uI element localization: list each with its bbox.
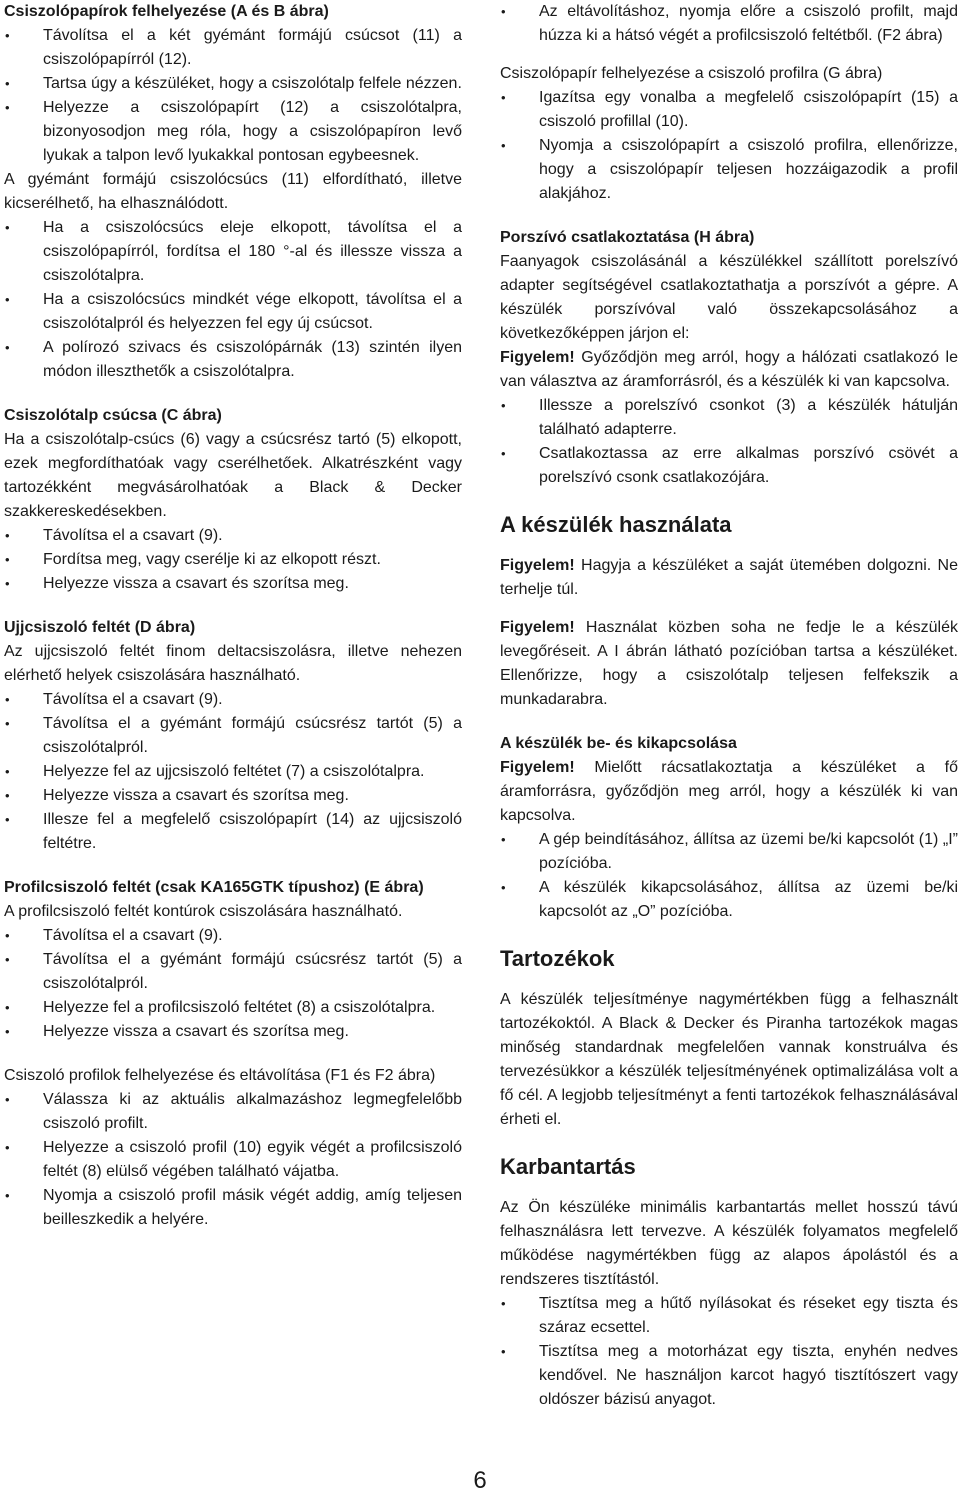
list-item: • Távolítsa el a gyémánt formájú csúcsrész tartót (5) a csiszolótalpról. xyxy=(4,712,462,760)
chapter-heading: A készülék használata xyxy=(500,512,732,537)
right-column xyxy=(500,0,958,1412)
section-heading: Porszívó csatlakoztatása (H ábra) xyxy=(500,229,755,246)
list-item: • Ha a csiszolócsúcs mindkét vége elkopott, távolítsa el a csiszolótalpról és helyezzen fel egy új csúcsot. xyxy=(4,288,462,336)
list-item: • Az eltávolításhoz, nyomja előre a csiszoló profilt, majd húzza ki a hátsó végét a profilcsiszoló feltétből. (F2 ábra) xyxy=(500,0,958,48)
section-heading: Profilcsiszoló feltét (csak KA165GTK típushoz) (E ábra) xyxy=(4,879,424,896)
list-item: • A készülék kikapcsolásához, állítsa az üzemi be/ki kapcsolót az „O” pozícióba. xyxy=(500,876,958,924)
list-item: • Helyezze fel a profilcsiszoló feltétet (8) a csiszolótalpra. xyxy=(4,996,462,1020)
list-item: • A polírozó szivacs és csiszolópárnák (13) szintén ilyen módon illeszthetők a csiszolótalpra. xyxy=(4,336,462,384)
list-item: • Távolítsa el a két gyémánt formájú csúcsot (11) a csiszolópapírról (12). xyxy=(4,24,462,72)
list-item: • Csatlakoztassa az erre alkalmas porszívó csövét a porelszívó csonk csatlakozójára. xyxy=(500,442,958,490)
bullet-list xyxy=(500,0,958,48)
chapter-heading: Karbantartás xyxy=(500,1154,636,1179)
bullet-list xyxy=(500,394,958,490)
paragraph: Csiszolópapír felhelyezése a csiszoló profilra (G ábra) xyxy=(500,65,883,82)
list-item: • Helyezze vissza a csavart és szorítsa meg. xyxy=(4,1020,462,1044)
paragraph: Ha a csiszolótalp-csúcs (6) vagy a csúcsrész tartó (5) elkopott, ezek megfordíthatóak vagy cserélhetőek. Alkatrészként vagy tartozékként megvásárolhatóak a Black & Decker szakkereskedésekben. xyxy=(4,431,462,520)
warning-text: Használat közben soha ne fedje le a készülék levegőréseit. A I ábrán látható pozícióban tartsa a készüléket. Ellenőrizze, hogy a csiszolótalp teljesen felfekszik a munkadarabra. xyxy=(500,619,958,708)
bullet-list xyxy=(500,828,958,924)
list-item: • Távolítsa el a csavart (9). xyxy=(4,524,462,548)
list-item: • Fordítsa meg, vagy cserélje ki az elkopott részt. xyxy=(4,548,462,572)
warning-label: Figyelem! xyxy=(500,619,575,636)
list-item: • Válassza ki az aktuális alkalmazáshoz legmegfelelőbb csiszoló profilt. xyxy=(4,1088,462,1136)
list-item: • Helyezze fel az ujjcsiszoló feltétet (7) a csiszolótalpra. xyxy=(4,760,462,784)
bullet-list xyxy=(4,524,462,596)
list-item: • Helyezze a csiszolópapírt (12) a csiszolótalpra, bizonyosodjon meg róla, hogy a csiszolópapíron levő lyukak a talpon levő lyukakkal pontosan egybeesnek. xyxy=(4,96,462,168)
section-heading: Csiszolótalp csúcsa (C ábra) xyxy=(4,407,222,424)
bullet-list xyxy=(4,924,462,1044)
warning-label: Figyelem! xyxy=(500,759,575,776)
chapter-heading: Tartozékok xyxy=(500,946,615,971)
paragraph xyxy=(500,554,958,602)
list-item: • Illessze a porelszívó csonkot (3) a készülék hátulján található adapterre. xyxy=(500,394,958,442)
paragraph: A készülék teljesítménye nagymértékben függ a felhasznált tartozékoktól. A Black & Decker és Piranha tartozékok magas minőség standardnak megfelelően vannak konstruálva és tervezésükkor a készülék teljesítményének optimalizálása volt a fő cél. A legjobb teljesítményt a fenti tartozékok felhasználásával érheti el. xyxy=(500,991,958,1128)
list-item: • Távolítsa el a csavart (9). xyxy=(4,688,462,712)
list-item: • A gép beindításához, állítsa az üzemi be/ki kapcsolót (1) „I” pozícióba. xyxy=(500,828,958,876)
list-item: • Helyezze vissza a csavart és szorítsa meg. xyxy=(4,572,462,596)
list-item: • Távolítsa el a csavart (9). xyxy=(4,924,462,948)
list-item: • Helyezze vissza a csavart és szorítsa meg. xyxy=(4,784,462,808)
warning-text: Győződjön meg arról, hogy a hálózati csatlakozó le van választva az áramforrásról, és a készülék ki van kapcsolva. xyxy=(500,349,958,390)
page-number: 6 xyxy=(473,1467,487,1494)
bullet-list xyxy=(500,1292,958,1412)
warning-text: Mielőtt rácsatlakoztatja a készüléket a fő áramforrásra, győződjön meg arról, hogy a készülék ki van kapcsolva. xyxy=(500,759,958,824)
list-item: • Tisztítsa meg a hűtő nyílásokat és réseket egy tiszta és száraz ecsettel. xyxy=(500,1292,958,1340)
left-column xyxy=(4,0,462,1232)
paragraph: Az Ön készüléke minimális karbantartás mellet hosszú távú felhasználásra lett tervezve. A készülék folyamatos megfelelő működése nagymértékben függ az alapos ápolástól és a rendszeres tisztítástól. xyxy=(500,1199,958,1288)
section-heading: A készülék be- és kikapcsolása xyxy=(500,735,737,752)
bullet-list xyxy=(4,216,462,384)
list-item: • Tisztítsa meg a motorházat egy tiszta, enyhén nedves kendővel. Ne használjon karcot hagyó tisztítószert vagy oldószer bázisú anyagot. xyxy=(500,1340,958,1412)
section-heading: Ujjcsiszoló feltét (D ábra) xyxy=(4,619,196,636)
paragraph xyxy=(500,756,958,828)
warning-text: Hagyja a készüléket a saját ütemében dolgozni. Ne terhelje túl. xyxy=(500,557,958,598)
bullet-list xyxy=(4,688,462,856)
list-item: • Igazítsa egy vonalba a megfelelő csiszolópapírt (15) a csiszoló profillal (10). xyxy=(500,86,958,134)
paragraph: Faanyagok csiszolásánál a készülékkel szállított porelszívó adapter segítségével csatlakoztathatja a porszívót a gépre. A készülék porszívóval való összekapcsolásához a következőképpen járjon el: xyxy=(500,253,958,342)
warning-label: Figyelem! xyxy=(500,557,575,574)
list-item: • Távolítsa el a gyémánt formájú csúcsrész tartót (5) a csiszolótalpról. xyxy=(4,948,462,996)
paragraph: A profilcsiszoló feltét kontúrok csiszolására használható. xyxy=(4,903,403,920)
warning-label: Figyelem! xyxy=(500,349,575,366)
bullet-list xyxy=(500,86,958,206)
bullet-list xyxy=(4,24,462,168)
bullet-list xyxy=(4,1088,462,1232)
paragraph: A gyémánt formájú csiszolócsúcs (11) elfordítható, illetve kicserélhető, ha elhasználódott. xyxy=(4,171,462,212)
paragraph xyxy=(500,346,958,394)
list-item: • Ha a csiszolócsúcs eleje elkopott, távolítsa el a csiszolópapírról, fordítsa el 180 °-al és illessze vissza a csiszolótalpra. xyxy=(4,216,462,288)
list-item: • Tartsa úgy a készüléket, hogy a csiszolótalp felfele nézzen. xyxy=(4,72,462,96)
list-item: • Nyomja a csiszolópapírt a csiszoló profilra, ellenőrizze, hogy a csiszolópapír teljesen hozzáigazodik a profil alakjához. xyxy=(500,134,958,206)
paragraph: Az ujjcsiszoló feltét finom deltacsiszolásra, illetve nehezen elérhető helyek csiszolására használható. xyxy=(4,643,462,684)
paragraph: Csiszoló profilok felhelyezése és eltávolítása (F1 és F2 ábra) xyxy=(4,1067,436,1084)
list-item: • Helyezze a csiszoló profil (10) egyik végét a profilcsiszoló feltét (8) elülső végében található vájatba. xyxy=(4,1136,462,1184)
list-item: • Illesze fel a megfelelő csiszolópapírt (14) az ujjcsiszoló feltétre. xyxy=(4,808,462,856)
section-heading: Csiszolópapírok felhelyezése (A és B ábra) xyxy=(4,3,329,20)
paragraph xyxy=(500,616,958,712)
list-item: • Nyomja a csiszoló profil másik végét addig, amíg teljesen beilleszkedik a helyére. xyxy=(4,1184,462,1232)
